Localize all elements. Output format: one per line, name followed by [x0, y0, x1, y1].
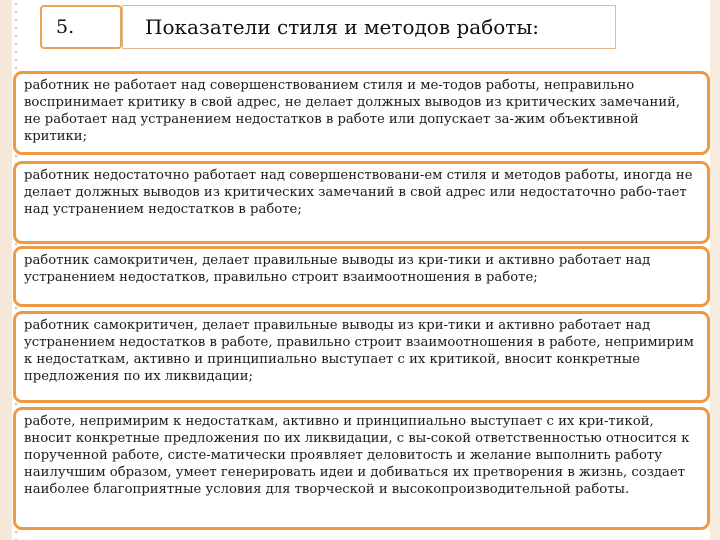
criterion-box-3 [13, 246, 710, 307]
criterion-box-1 [13, 71, 710, 155]
criterion-box-4 [13, 311, 710, 403]
criterion-text-3: работник самокритичен, делает правильные выводы из кри-тики и активно работает над устранением недостатков, правильно строит взаимоотношения в работе; [24, 253, 651, 285]
slide-title-box [122, 5, 616, 49]
slide-number: 5. [56, 16, 75, 38]
criterion-box-5 [13, 407, 710, 530]
criterion-text-5: работе, непримирим к недостаткам, активно и принципиально выступает с их кри-тикой, вносит конкретные предложения по их ликвидации, с вы-сокой ответственностью относится к порученной работе, систе-матически проявляет деловитость и желание выполнить работу наилучшим образом, умеет генерировать идеи и добиваться их претворения в жизнь, создает наиболее благоприятные условия для творческой и высокопроизводительной работы. [24, 414, 690, 497]
left-decorative-stripe [0, 0, 12, 540]
criterion-text-2: работник недостаточно работает над совершенствовани-ем стиля и методов работы, иногда не делает должных выводов из критических замечаний в свой адрес или недостаточно рабо-тает над устранением недостатков в работе; [24, 168, 693, 217]
slide-title: Показатели стиля и методов работы: [145, 15, 539, 39]
criterion-box-2 [13, 161, 710, 244]
slide-number-box [40, 5, 122, 49]
criterion-text-1: работник не работает над совершенствованием стиля и ме-тодов работы, неправильно воспринимает критику в свой адрес, не делает должных выводов из критических замечаний, не работает над устранением недостатков в работе или допускает за-жим объективной критики; [24, 78, 681, 144]
right-decorative-stripe [710, 0, 720, 540]
criterion-text-4: работник самокритичен, делает правильные выводы из кри-тики и активно работает над устранением недостатков в работе, правильно строит взаимоотношения в работе, непримирим к недостаткам, активно и принципиально выступает с их критикой, вносит конкретные предложения по их ликвидации; [24, 318, 694, 384]
